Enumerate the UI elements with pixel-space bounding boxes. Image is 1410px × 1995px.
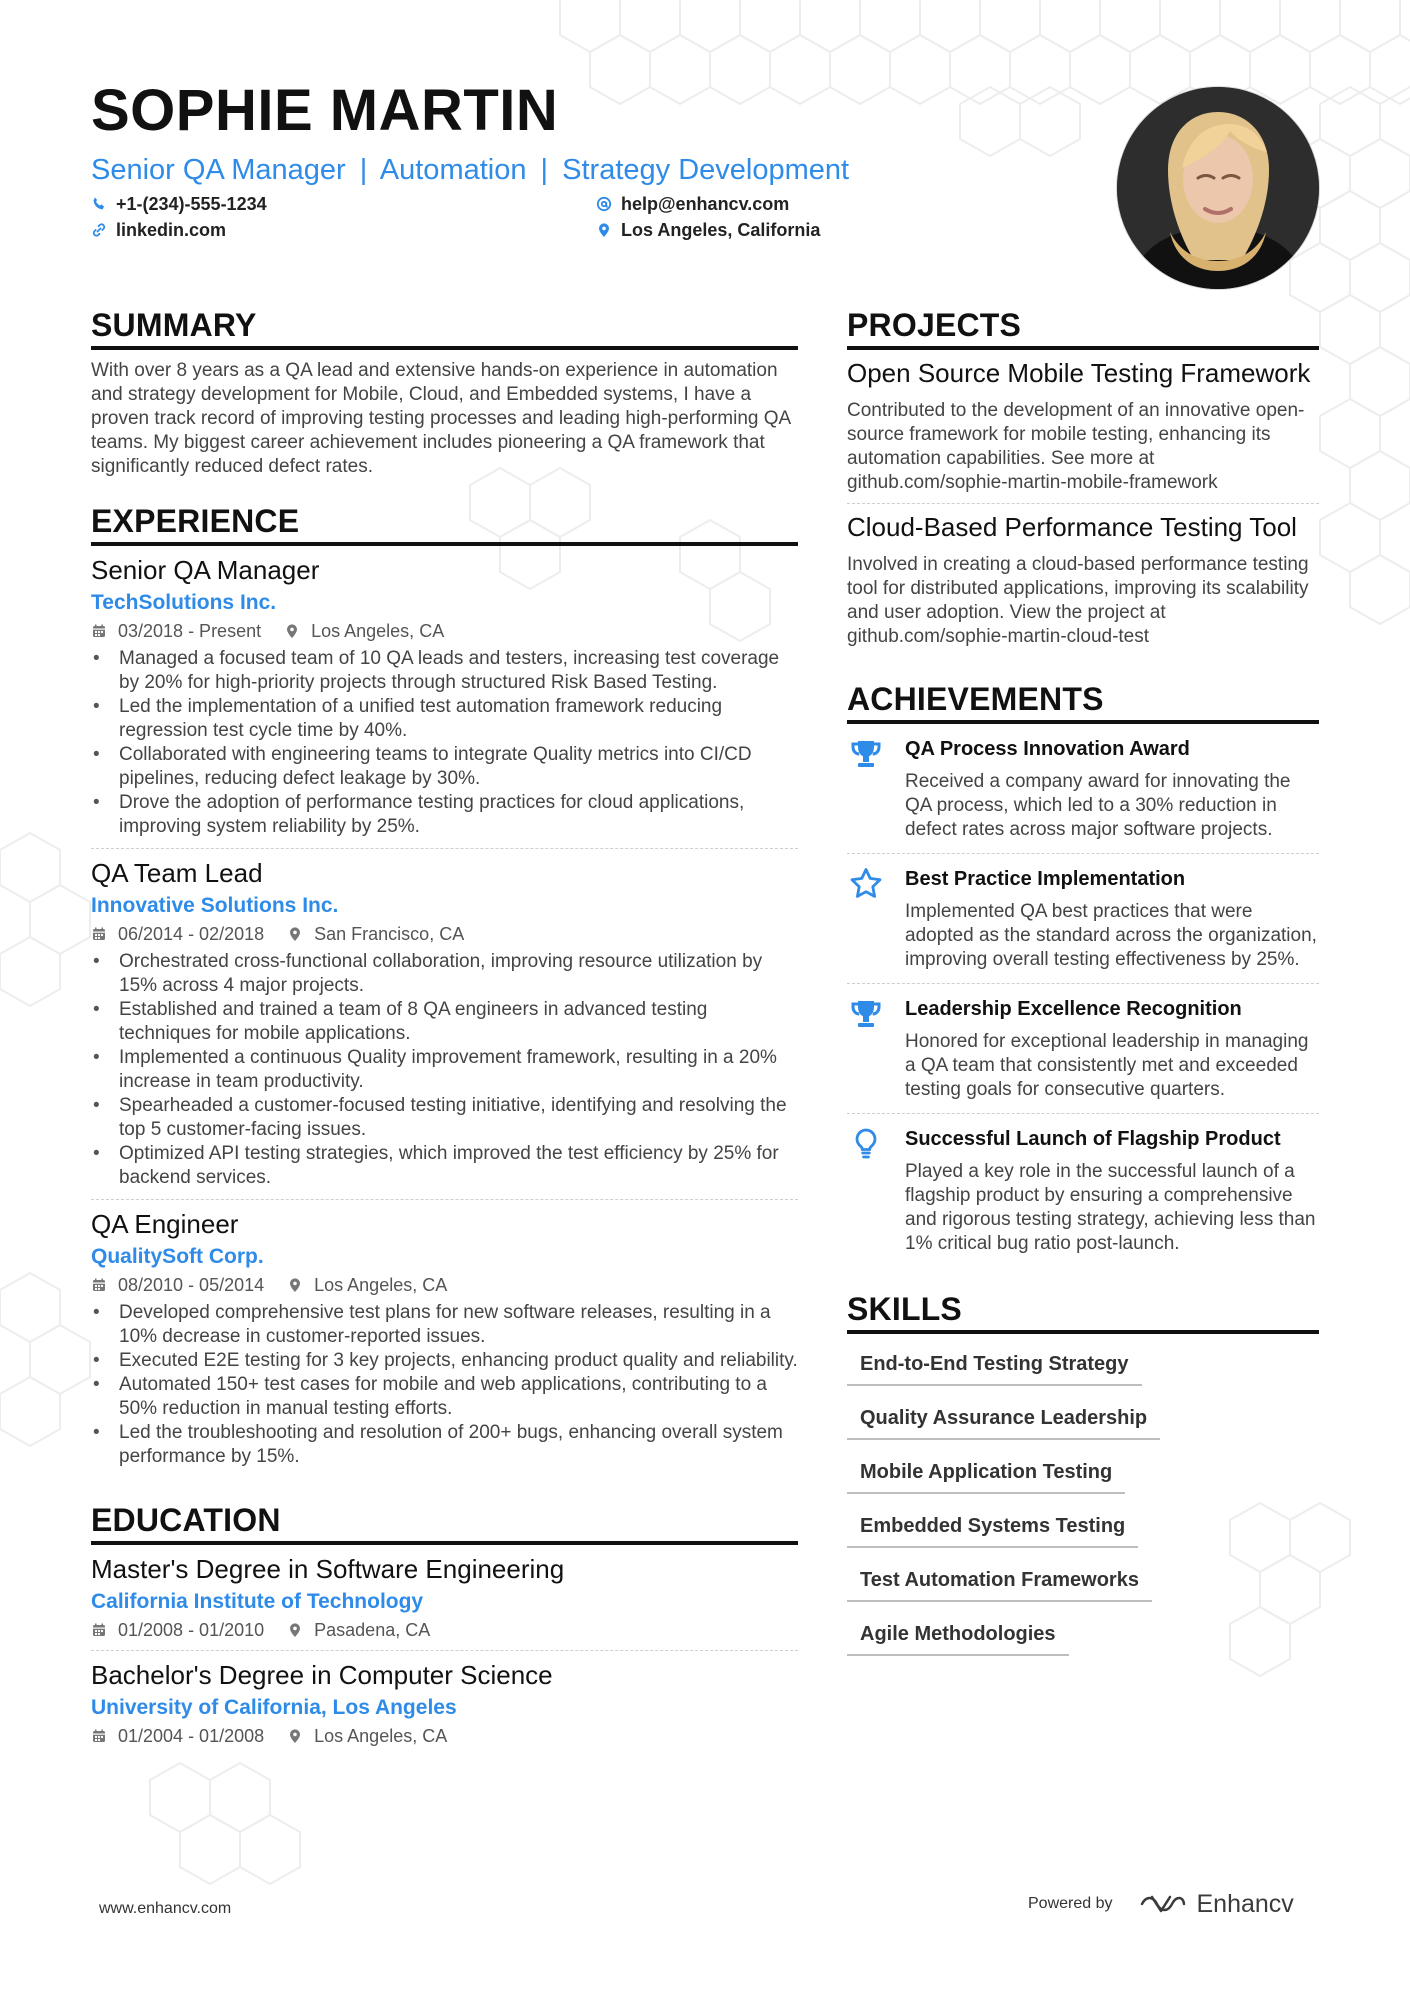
- skill-row: [847, 1398, 1319, 1452]
- location-meta: [284, 620, 444, 642]
- powered-by-text: Powered by: [1028, 1895, 1113, 1912]
- experience-title: EXPERIENCE: [91, 501, 798, 546]
- bullet-item: • Developed comprehensive test plans for new software releases, resulting in a 10% decrease in customer-reported issues.: [91, 1301, 798, 1349]
- achievement-description: Played a key role in the successful launch of a flagship product by ensuring a comprehensive and rigorous testing strategy, achieving less than 1% critical bug ratio post-launch.: [905, 1161, 1316, 1254]
- left-column: [91, 305, 798, 1778]
- achievement-title: Successful Launch of Flagship Product: [905, 1128, 1281, 1150]
- job-meta: [91, 620, 798, 642]
- date-text: 01/2008 - 01/2010: [118, 1620, 265, 1640]
- location-meta: [287, 1725, 447, 1747]
- location-pin-icon: [284, 623, 300, 639]
- headline-separator: |: [540, 154, 549, 186]
- star-icon: [847, 866, 885, 904]
- at-sign-icon: [596, 196, 612, 212]
- project-description: Involved in creating a cloud-based performance testing tool for distributed applications, improving its scalability and user adoption. View the project at github.com/sophie-martin-cloud-test: [847, 554, 1309, 647]
- date-range: [91, 1619, 264, 1641]
- calendar-icon: [91, 1622, 107, 1638]
- project-entry: [847, 504, 1319, 657]
- date-text: 01/2004 - 01/2008: [118, 1726, 265, 1746]
- phone-number: +1-(234)-555-1234: [116, 194, 267, 214]
- right-column: [847, 305, 1319, 1690]
- headline-focus: Automation: [379, 154, 527, 186]
- date-text: 03/2018 - Present: [118, 621, 262, 641]
- date-text: 08/2010 - 05/2014: [118, 1275, 265, 1295]
- project-title: Cloud-Based Performance Testing Tool: [847, 512, 1297, 542]
- footer-brand: [1028, 1889, 1294, 1919]
- headline-specialty: Strategy Development: [562, 154, 850, 186]
- location-text: Los Angeles, CA: [314, 1726, 448, 1746]
- linkedin-link: linkedin.com: [116, 220, 227, 240]
- contact-linkedin[interactable]: [91, 220, 596, 240]
- achievements-section: [847, 679, 1319, 1267]
- date-range: [91, 923, 264, 945]
- school-name: California Institute of Technology: [91, 1590, 424, 1613]
- location-text: Los Angeles, CA: [314, 1275, 448, 1295]
- projects-section: [847, 305, 1319, 657]
- skill-row: [847, 1344, 1319, 1398]
- company-name: Innovative Solutions Inc.: [91, 894, 339, 917]
- achievement-description: Honored for exceptional leadership in managing a QA team that consistently met and exceeded testing goals for consecutive quarters.: [905, 1031, 1309, 1100]
- skills-section: [847, 1289, 1319, 1668]
- job-title: QA Team Lead: [91, 858, 263, 888]
- headline: [91, 152, 1071, 188]
- project-title: Open Source Mobile Testing Framework: [847, 358, 1311, 388]
- education-entry: [91, 1545, 798, 1651]
- calendar-icon: [91, 1728, 107, 1744]
- bullet-item: • Led the implementation of a unified test automation framework reducing regression test cycle time by 40%.: [91, 695, 798, 743]
- bullet-item: • Automated 150+ test cases for mobile and web applications, contributing to a 50% reduction in manual testing efforts.: [91, 1373, 798, 1421]
- location-text: Los Angeles, California: [621, 220, 821, 240]
- education-meta: [91, 1725, 798, 1747]
- job-meta: [91, 923, 798, 945]
- candidate-name: SOPHIE MARTIN: [91, 78, 559, 143]
- location-pin-icon: [287, 1277, 303, 1293]
- date-range: [91, 620, 261, 642]
- education-meta: [91, 1619, 798, 1641]
- date-range: [91, 1725, 264, 1747]
- brand-name: Enhancv: [1196, 1890, 1294, 1918]
- trophy-icon: [847, 996, 885, 1034]
- bullet-item: • Drove the adoption of performance testing practices for cloud applications, improving system reliability by 25%.: [91, 791, 798, 839]
- profile-photo: [1116, 86, 1320, 290]
- experience-entry: [91, 1200, 798, 1478]
- enhancv-logo[interactable]: [1139, 1889, 1294, 1919]
- company-name: TechSolutions Inc.: [91, 591, 277, 614]
- location-pin-icon: [287, 1622, 303, 1638]
- job-title: Senior QA Manager: [91, 555, 320, 585]
- location-meta: [287, 1274, 447, 1296]
- company-name: QualitySoft Corp.: [91, 1245, 264, 1268]
- contact-email[interactable]: [596, 194, 851, 214]
- bullet-item: • Implemented a continuous Quality improvement framework, resulting in a 20% increase in team productivity.: [91, 1046, 798, 1094]
- achievement-content: [905, 996, 1319, 1102]
- achievement-entry: [847, 984, 1319, 1114]
- headline-role: Senior QA Manager: [91, 154, 346, 186]
- resume-header: [91, 78, 1071, 240]
- skill-row: [847, 1560, 1319, 1614]
- skill-item: Embedded Systems Testing: [847, 1506, 1138, 1548]
- bullet-item: • Managed a focused team of 10 QA leads and testers, increasing test coverage by 20% for high-priority projects through structured Risk Based Testing.: [91, 647, 798, 695]
- contact-phone[interactable]: [91, 194, 596, 214]
- achievement-content: [905, 736, 1319, 842]
- skill-item: Test Automation Frameworks: [847, 1560, 1152, 1602]
- contact-list: [91, 194, 851, 240]
- bullet-item: • Collaborated with engineering teams to integrate Quality metrics into CI/CD pipelines, reducing defect leakage by 30%.: [91, 743, 798, 791]
- date-range: [91, 1274, 264, 1296]
- link-icon: [91, 222, 107, 238]
- location-pin-icon: [287, 1728, 303, 1744]
- bullet-item: • Orchestrated cross-functional collaboration, improving resource utilization by 15% across 4 major projects.: [91, 950, 798, 998]
- achievement-content: [905, 866, 1319, 972]
- bullet-item: • Spearheaded a customer-focused testing initiative, identifying and resolving the top 5 customer-facing issues.: [91, 1094, 798, 1142]
- location-meta: [287, 1619, 430, 1641]
- skill-item: Mobile Application Testing: [847, 1452, 1125, 1494]
- summary-section: [91, 305, 798, 479]
- achievement-title: Leadership Excellence Recognition: [905, 998, 1242, 1020]
- achievement-title: Best Practice Implementation: [905, 868, 1186, 890]
- phone-icon: [91, 196, 107, 212]
- skill-item: Agile Methodologies: [847, 1614, 1069, 1656]
- bullet-item: • Established and trained a team of 8 QA engineers in advanced testing techniques for mobile applications.: [91, 998, 798, 1046]
- achievement-description: Implemented QA best practices that were adopted as the standard across the organization, improving overall testing effectiveness by 25%.: [905, 901, 1317, 970]
- job-title: QA Engineer: [91, 1209, 239, 1239]
- location-text: San Francisco, CA: [314, 924, 465, 944]
- degree-title: Master's Degree in Software Engineering: [91, 1554, 565, 1584]
- summary-title: SUMMARY: [91, 305, 798, 350]
- calendar-icon: [91, 623, 107, 639]
- skill-row: [847, 1614, 1319, 1668]
- bullet-list: [91, 647, 798, 839]
- achievement-entry: [847, 854, 1319, 984]
- achievements-title: ACHIEVEMENTS: [847, 679, 1319, 724]
- achievement-description: Received a company award for innovating the QA process, which led to a 30% reduction in defect rates across major software projects.: [905, 771, 1291, 840]
- experience-entry: [91, 849, 798, 1200]
- experience-entry: [91, 546, 798, 849]
- project-description: Contributed to the development of an innovative open-source framework for mobile testing, enhancing its automation capabilities. See more at github.com/sophie-martin-mobile-framework: [847, 400, 1305, 493]
- headline-separator: |: [359, 154, 368, 186]
- calendar-icon: [91, 1277, 107, 1293]
- enhancv-logo-icon: [1139, 1891, 1187, 1917]
- achievement-content: [905, 1126, 1319, 1256]
- lightbulb-icon: [847, 1126, 885, 1164]
- achievement-entry: [847, 724, 1319, 854]
- school-name: University of California, Los Angeles: [91, 1696, 457, 1719]
- projects-title: PROJECTS: [847, 305, 1319, 350]
- education-section: [91, 1500, 798, 1756]
- summary-text: With over 8 years as a QA lead and extensive hands-on experience in automation and strategy development for Mobile, Cloud, and Embedded systems, I have a proven track record of improving testing processes and leading high-performing QA teams. My biggest career achievement includes pioneering a QA framework that significantly reduced defect rates.: [91, 360, 791, 477]
- contact-location: [596, 220, 851, 240]
- skill-item: End-to-End Testing Strategy: [847, 1344, 1142, 1386]
- education-title: EDUCATION: [91, 1500, 798, 1545]
- project-entry: [847, 350, 1319, 504]
- location-pin-icon: [287, 926, 303, 942]
- bullet-item: • Executed E2E testing for 3 key projects, enhancing product quality and reliability.: [91, 1349, 798, 1373]
- trophy-icon: [847, 736, 885, 774]
- skills-list: [847, 1344, 1319, 1668]
- achievement-title: QA Process Innovation Award: [905, 738, 1190, 760]
- location-text: Los Angeles, CA: [311, 621, 445, 641]
- location-text: Pasadena, CA: [314, 1620, 431, 1640]
- bullet-item: • Optimized API testing strategies, which improved the test efficiency by 25% for backend services.: [91, 1142, 798, 1190]
- experience-section: [91, 501, 798, 1478]
- footer-website[interactable]: www.enhancv.com: [99, 1900, 232, 1917]
- location-meta: [287, 923, 464, 945]
- bullet-list: [91, 950, 798, 1190]
- calendar-icon: [91, 926, 107, 942]
- skill-item: Quality Assurance Leadership: [847, 1398, 1160, 1440]
- date-text: 06/2014 - 02/2018: [118, 924, 265, 944]
- skill-row: [847, 1506, 1319, 1560]
- location-pin-icon: [596, 222, 612, 238]
- job-meta: [91, 1274, 798, 1296]
- email-address: help@enhancv.com: [621, 194, 790, 214]
- education-entry: [91, 1651, 798, 1756]
- bullet-list: [91, 1301, 798, 1469]
- skills-title: SKILLS: [847, 1289, 1319, 1334]
- achievement-entry: [847, 1114, 1319, 1267]
- bullet-item: • Led the troubleshooting and resolution of 200+ bugs, enhancing overall system performance by 15%.: [91, 1421, 798, 1469]
- skill-row: [847, 1452, 1319, 1506]
- degree-title: Bachelor's Degree in Computer Science: [91, 1660, 553, 1690]
